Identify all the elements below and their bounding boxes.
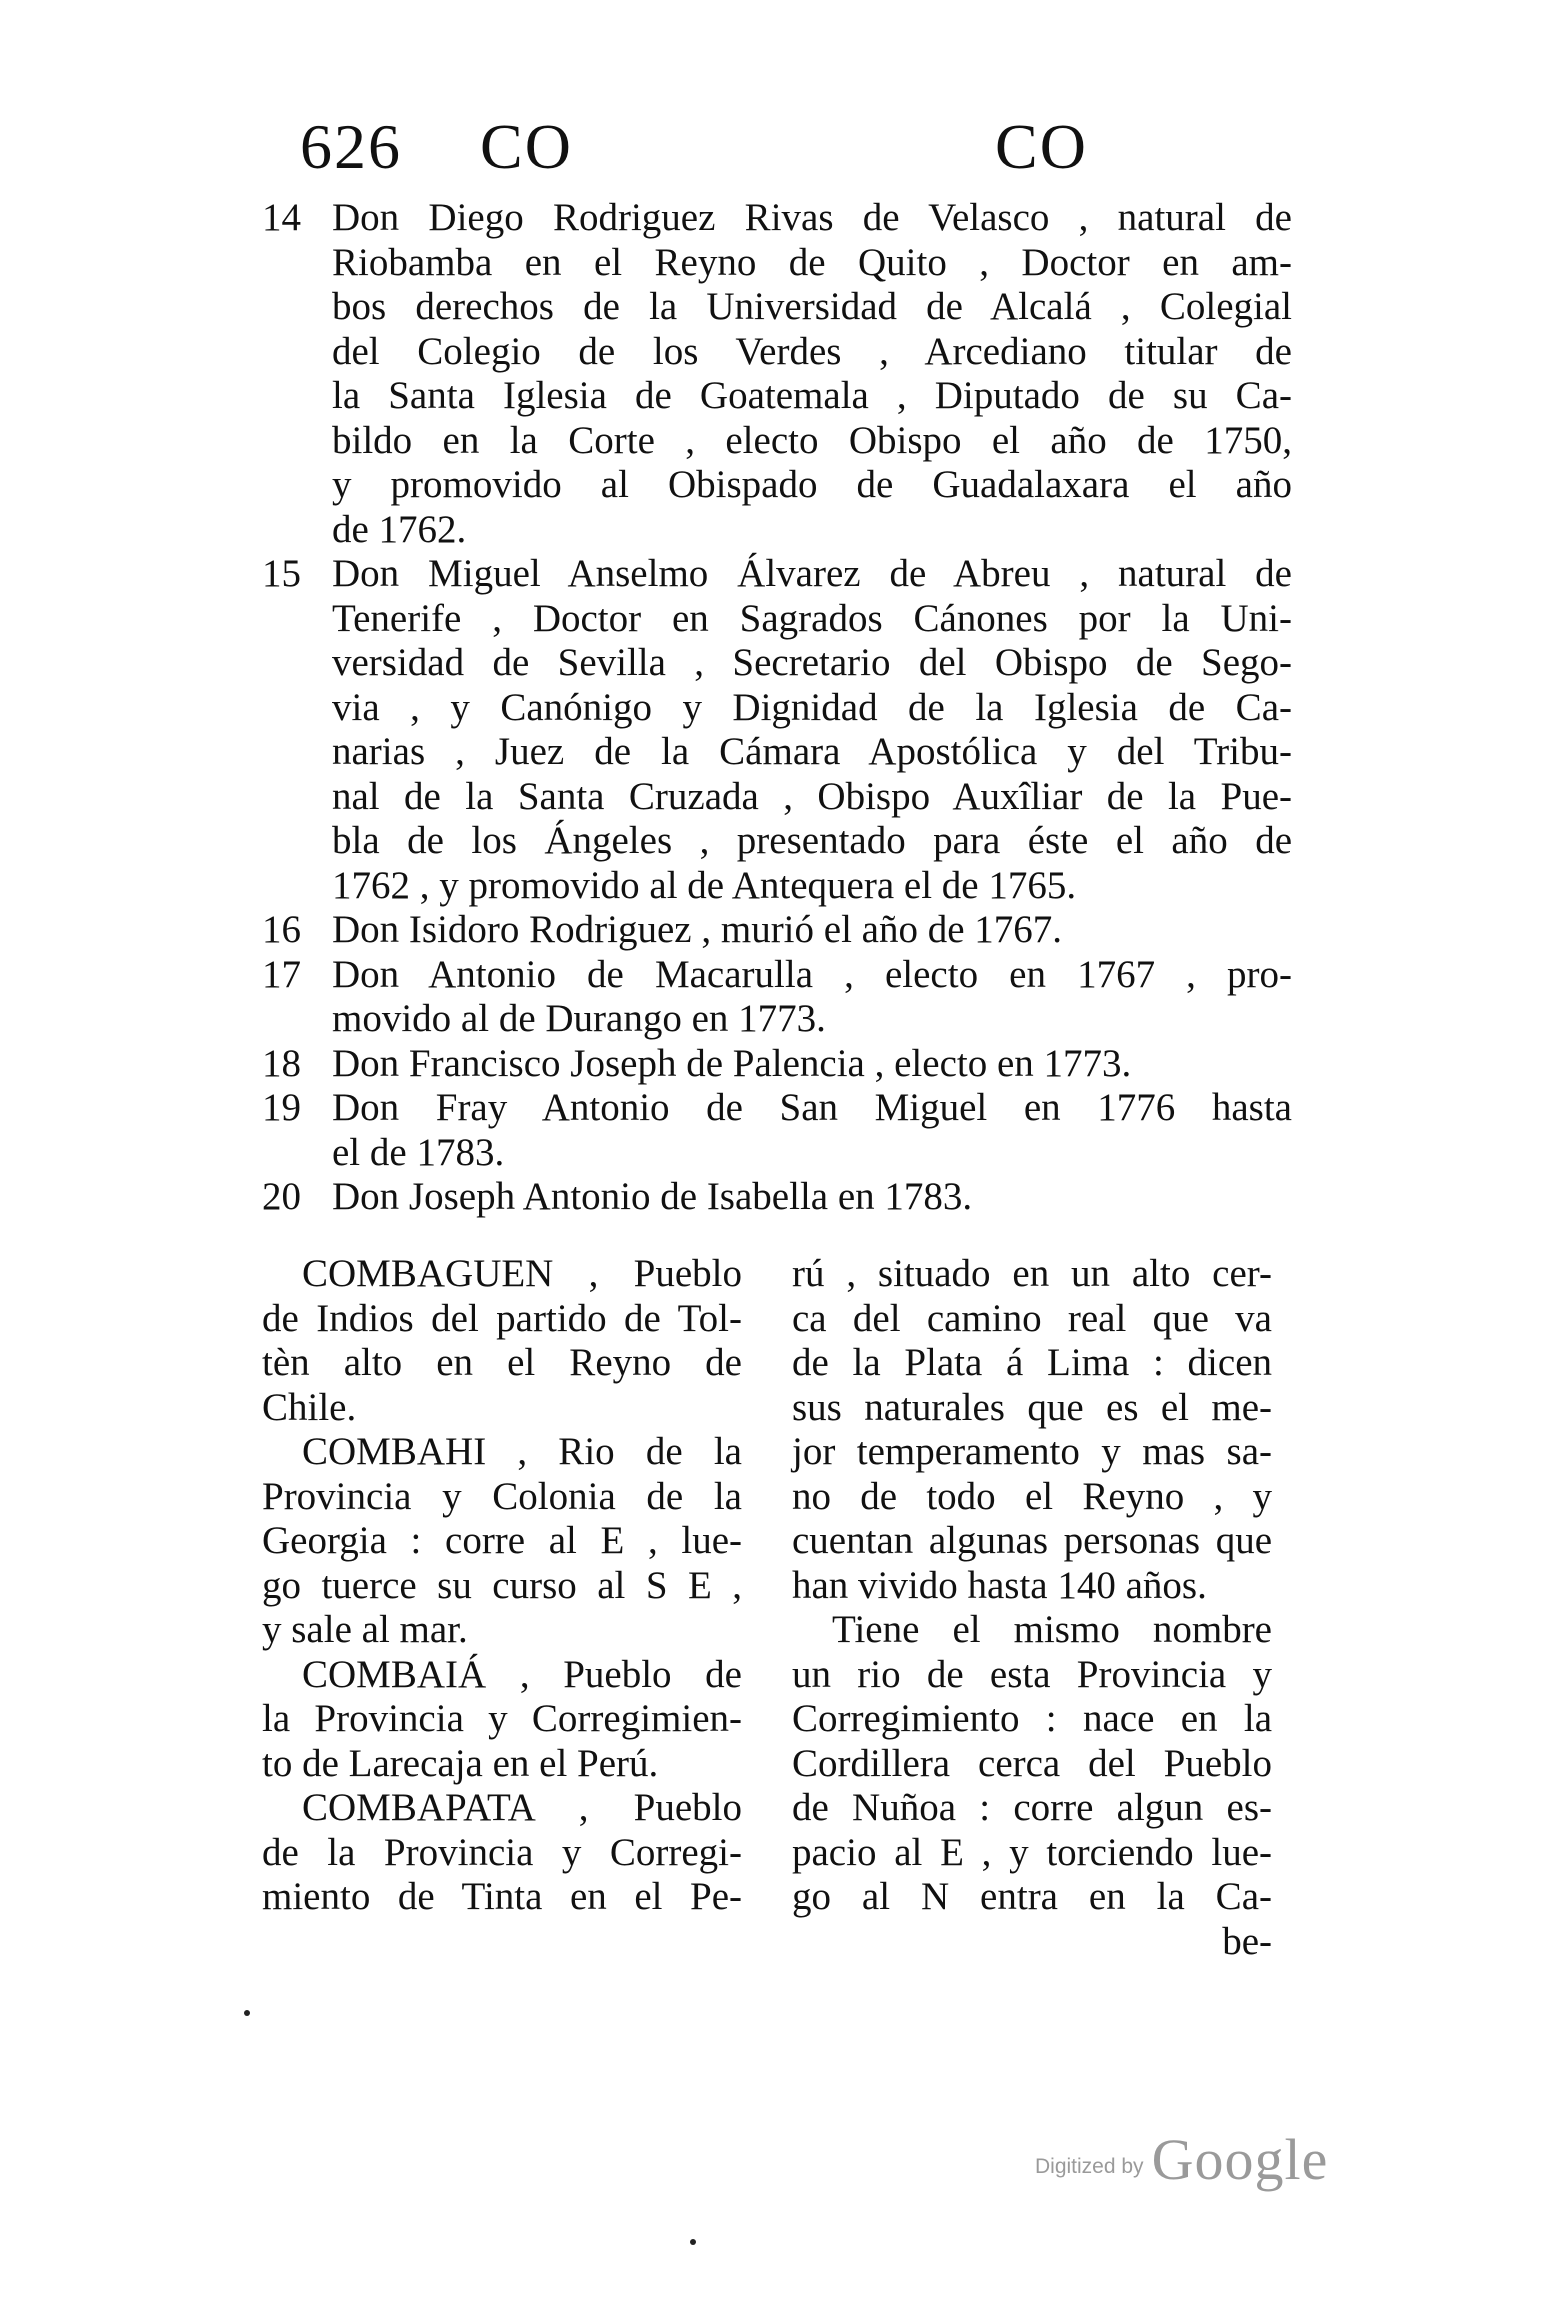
bishop-entry [262, 1175, 1292, 1220]
entry-line: Don Francisco Joseph de Palencia , electo en 1773. [332, 1041, 1132, 1085]
paragraph-line: Georgia : corre al E , lue- [262, 1519, 742, 1562]
paragraph-line: de la Provincia y Corregi- [262, 1830, 742, 1874]
google-logo: Google [1151, 2127, 1329, 2192]
paragraph-line: un rio de esta Provincia y [792, 1652, 1272, 1696]
paragraph-line: de Nuñoa : corre algun es- [792, 1786, 1272, 1829]
entry-line: Don Fray Antonio de San Miguel en 1776 hasta [332, 1086, 1292, 1129]
entry-number: 15 [262, 552, 301, 595]
bishop-entry [262, 196, 1292, 552]
paragraph-line: go tuerce su curso al S E , [262, 1563, 742, 1607]
paragraph-line: COMBAGUEN , Pueblo [302, 1252, 742, 1295]
paragraph-line: miento de Tinta en el Pe- [262, 1875, 742, 1918]
entry-line: narias , Juez de la Cámara Apostólica y del Tribu- [332, 730, 1292, 773]
dictionary-paragraph [262, 1430, 742, 1653]
paragraph-line: Provincia y Colonia de la [262, 1474, 742, 1518]
paragraph-line: sus naturales que es el me- [792, 1385, 1272, 1429]
paragraph-line: jor temperamento y mas sa- [792, 1430, 1272, 1473]
paragraph-line: la Provincia y Corregimien- [262, 1697, 742, 1740]
dictionary-paragraph [792, 1252, 1272, 1608]
paragraph-line: Corregimiento : nace en la [792, 1697, 1272, 1740]
entry-line: de 1762. [332, 507, 467, 551]
paragraph-line: go al N entra en la Ca- [792, 1875, 1272, 1918]
bishop-entry [262, 1042, 1292, 1087]
dictionary-paragraph [792, 1608, 1272, 1920]
right-column [792, 1252, 1272, 1964]
paragraph-line: COMBAHI , Rio de la [302, 1430, 742, 1473]
entry-line: la Santa Iglesia de Goatemala , Diputado de su Ca- [332, 374, 1292, 417]
page-number: 626 [300, 111, 402, 182]
paragraph-line: COMBAPATA , Pueblo [302, 1786, 742, 1829]
dictionary-paragraph [262, 1252, 742, 1430]
paragraph-line: cuentan algunas personas que [792, 1519, 1272, 1562]
entry-line: bildo en la Corte , electo Obispo el año de 1750, [332, 418, 1292, 462]
paragraph-line: to de Larecaja en el Perú. [262, 1741, 659, 1785]
entry-number: 16 [262, 908, 301, 951]
bishop-entry [262, 908, 1292, 953]
entry-line: Tenerife , Doctor en Sagrados Cánones por la Uni- [332, 596, 1292, 640]
entry-line: bla de los Ángeles , presentado para éste el año de [332, 819, 1292, 862]
paragraph-line: de Indios del partido de Tol- [262, 1296, 742, 1340]
entry-line: Don Diego Rodriguez Rivas de Velasco , natural de [332, 196, 1292, 239]
paragraph-line: de la Plata á Lima : dicen [792, 1341, 1272, 1384]
bishop-list [262, 196, 1292, 1220]
left-column [262, 1252, 742, 1920]
paragraph-line: pacio al E , y torciendo lue- [792, 1830, 1272, 1874]
paragraph-line: tèn alto en el Reyno de [262, 1341, 742, 1384]
entry-line: 1762 , y promovido al de Antequera el de 1765. [332, 863, 1077, 907]
paragraph-line: COMBAIÁ , Pueblo de [302, 1652, 742, 1696]
digitized-watermark [1035, 2126, 1328, 2193]
paragraph-line: Tiene el mismo nombre [832, 1608, 1272, 1651]
entry-line: Don Antonio de Macarulla , electo en 1767 , pro- [332, 952, 1292, 996]
ink-speck [244, 2010, 250, 2016]
entry-line: Don Miguel Anselmo Álvarez de Abreu , natural de [332, 552, 1292, 595]
bishop-entry [262, 953, 1292, 1042]
paragraph-line: ca del camino real que va [792, 1296, 1272, 1340]
paragraph-line: no de todo el Reyno , y [792, 1474, 1272, 1518]
entry-line: bos derechos de la Universidad de Alcalá , Colegial [332, 285, 1292, 328]
entry-line: versidad de Sevilla , Secretario del Obispo de Sego- [332, 641, 1292, 684]
paragraph-line: Cordillera cerca del Pueblo [792, 1741, 1272, 1785]
entry-number: 17 [262, 952, 301, 996]
entry-line: el de 1783. [332, 1130, 505, 1174]
catchword: be- [1222, 1919, 1272, 1963]
entry-line: Don Joseph Antonio de Isabella en 1783. [332, 1175, 973, 1218]
paragraph-line: y sale al mar. [262, 1608, 468, 1651]
watermark-small-text: Digitized by [1035, 2155, 1144, 2178]
entry-line: movido al de Durango en 1773. [332, 997, 826, 1040]
ink-speck [690, 2239, 696, 2245]
entry-line: Riobamba en el Reyno de Quito , Doctor en am- [332, 240, 1292, 284]
running-head-right: CO [995, 111, 1088, 182]
paragraph-line: Chile. [262, 1385, 357, 1429]
entry-line: nal de la Santa Cruzada , Obispo Auxîliar de la Pue- [332, 774, 1292, 818]
bishop-entry [262, 1086, 1292, 1175]
paragraph-line: rú , situado en un alto cer- [792, 1252, 1272, 1295]
paragraph-line: han vivido hasta 140 años. [792, 1563, 1207, 1607]
entry-line: del Colegio de los Verdes , Arcediano titular de [332, 329, 1292, 373]
dictionary-paragraph [262, 1786, 742, 1920]
entry-number: 18 [262, 1041, 301, 1085]
entry-line: via , y Canónigo y Dignidad de la Iglesia de Ca- [332, 685, 1292, 729]
entry-number: 19 [262, 1086, 301, 1129]
entry-number: 20 [262, 1175, 301, 1218]
bishop-entry [262, 552, 1292, 908]
entry-line: y promovido al Obispado de Guadalaxara el año [332, 463, 1292, 506]
dictionary-paragraph [262, 1653, 742, 1787]
entry-line: Don Isidoro Rodriguez , murió el año de 1767. [332, 908, 1063, 951]
running-head-left: CO [480, 111, 573, 182]
entry-number: 14 [262, 196, 301, 239]
